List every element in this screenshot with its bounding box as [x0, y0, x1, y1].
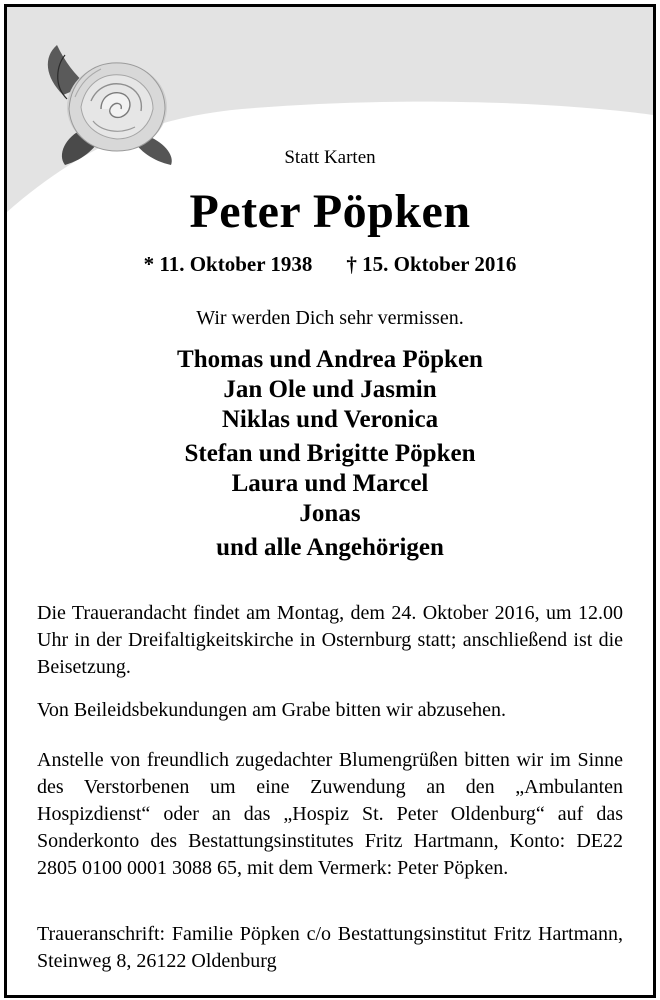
mourner-group	[7, 345, 653, 435]
header-label: Statt Karten	[284, 147, 376, 168]
mourner-line: Thomas und Andrea Pöpken	[177, 346, 483, 373]
mourner-line: Jan Ole und Jasmin	[223, 376, 437, 403]
mourner-line: Laura und Marcel	[231, 470, 429, 497]
mourner-line: und alle Angehörigen	[216, 534, 444, 561]
service-paragraph: Die Trauerandacht findet am Montag, dem 24. Oktober 2016, um 12.00 Uhr in der Dreifaltigkeitskirche in Osternburg statt; anschließend ist die Beisetzung.	[37, 602, 623, 678]
mourner-line: Niklas und Veronica	[221, 406, 439, 433]
mourner-group	[7, 439, 653, 529]
deceased-name: Peter Pöpken	[189, 185, 471, 238]
mourner-line: Jonas	[299, 500, 361, 527]
donation-paragraph: Anstelle von freundlich zugedachter Blumengrüßen bitten wir im Sinne des Verstorbenen um eine Zuwendung an den „Ambulanten Hospizdienst“ oder an das „Hospiz St. Peter Oldenburg“ auf das Sonderkonto des Bestattungsinstitutes Fritz Hartmann, Konto: DE22 2805 0100 0001 3088 65, mit dem Vermerk: Peter Pöpken.	[37, 749, 623, 879]
life-dates	[7, 252, 653, 277]
mourner-line: Stefan und Brigitte Pöpken	[184, 440, 476, 467]
condolence-paragraph: Von Beileidsbekundungen am Grabe bitten wir abzusehen.	[37, 699, 506, 721]
obituary-notice	[4, 4, 656, 998]
mourners-list	[7, 345, 653, 567]
mourner-group	[7, 533, 653, 563]
birth-date: * 11. Oktober 1938	[143, 252, 313, 276]
address-paragraph: Traueranschrift: Familie Pöpken c/o Bestattungsinstitut Fritz Hartmann, Steinweg 8, 26122 Oldenburg	[37, 923, 623, 972]
farewell-line: Wir werden Dich sehr vermissen.	[196, 307, 464, 329]
death-date: † 15. Oktober 2016	[346, 252, 517, 276]
